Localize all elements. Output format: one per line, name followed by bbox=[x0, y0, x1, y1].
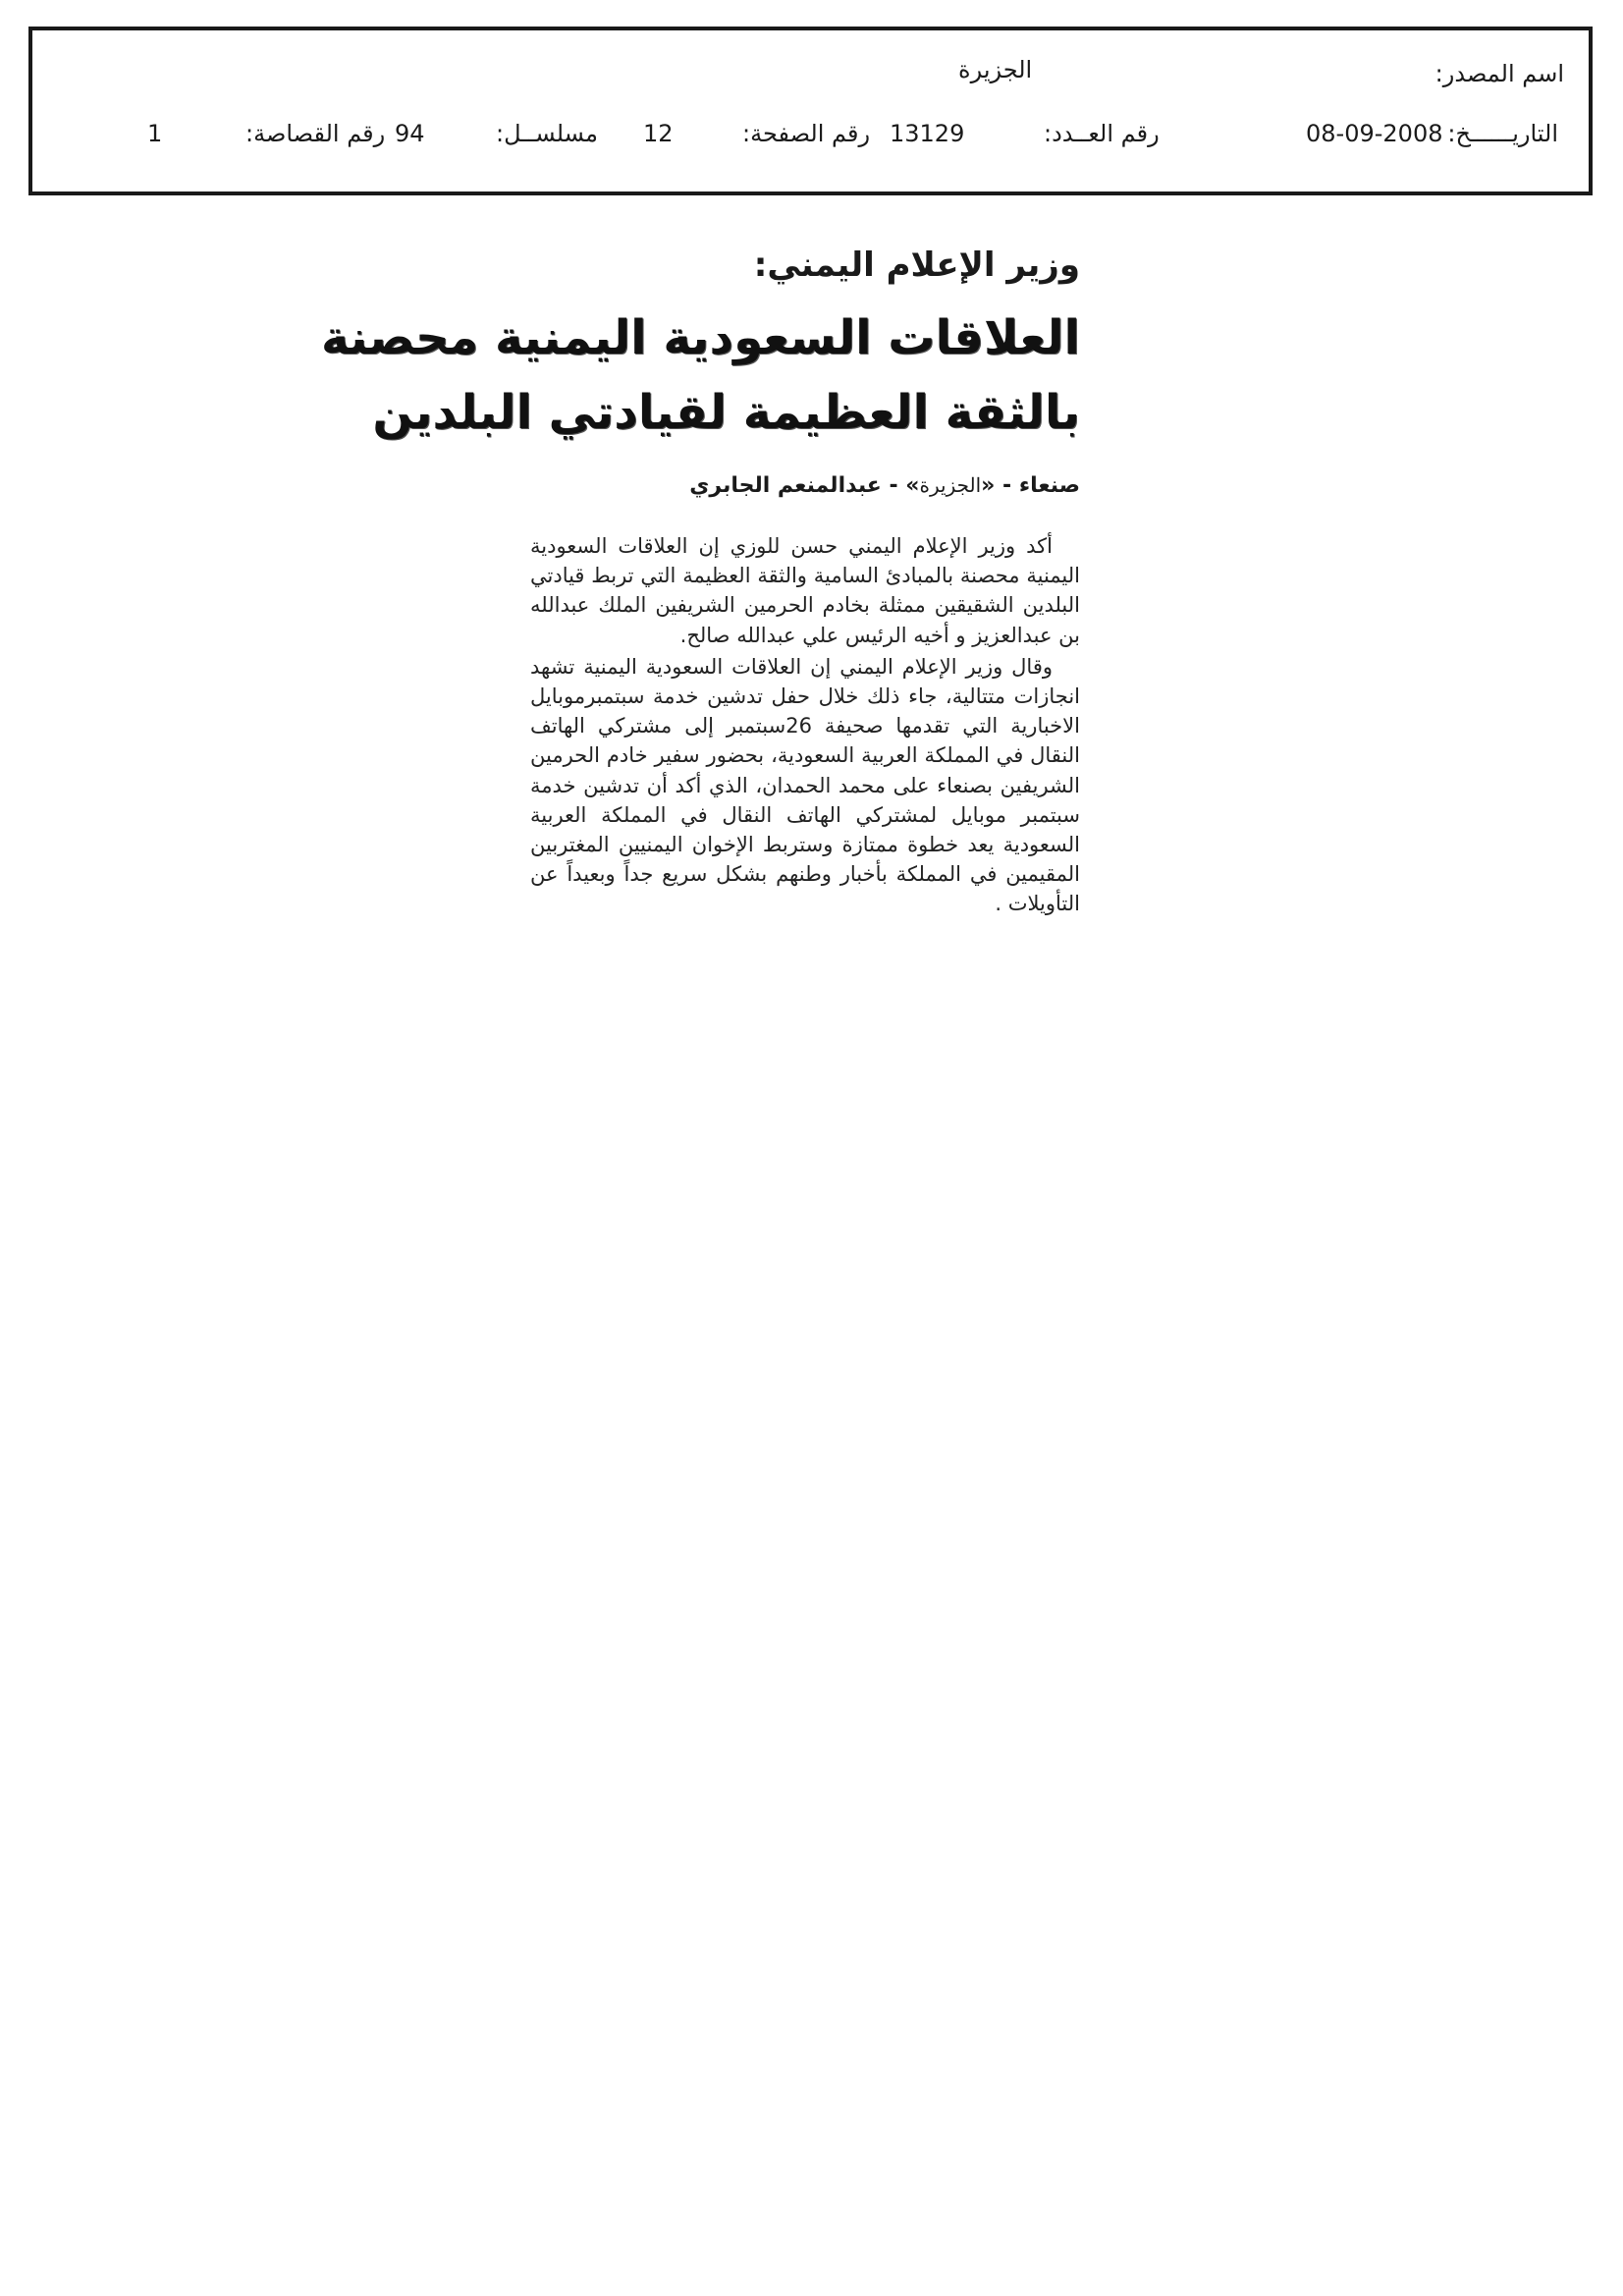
date-label: التاريــــــخ: bbox=[1447, 120, 1558, 147]
clip-value: 1 bbox=[147, 120, 163, 147]
clipping-metadata-box bbox=[28, 27, 1593, 195]
article-kicker: وزير الإعلام اليمني: bbox=[753, 246, 1080, 285]
byline-paper-name: الجزيرة bbox=[919, 473, 982, 497]
headline-line-1: العلاقات السعودية اليمنية محصنة bbox=[321, 310, 1080, 365]
article-byline bbox=[530, 473, 1080, 498]
byline-author: » - عبدالمنعم الجابري bbox=[689, 473, 920, 498]
article-paragraph-1: أكد وزير الإعلام اليمني حسن للوزي إن العلاقات السعودية اليمنية محصنة بالمبادئ السامية والثقة العظيمة التي تربط قيادتي البلدين الشقيقين ممثلة بخادم الحرمين الشريفين الملك عبدالله بن عبدالعزيز و أخيه الرئيس علي عبدالله صالح. bbox=[530, 534, 1080, 647]
article-clipping bbox=[321, 246, 1080, 921]
article-paragraph-2: وقال وزير الإعلام اليمني إن العلاقات السعودية اليمنية تشهد انجازات متتالية، جاء ذلك خلال حفل تدشين خدمة سبتمبرموبايل الاخبارية التي تقدمها صحيفة 26سبتمبر إلى مشتركي الهاتف النقال في المملكة العربية السعودية، بحضور سفير خادم الحرمين الشريفين بصنعاء على محمد الحمدان، الذي أكد أن تدشين خدمة سبتمبر موبايل لمشتركي الهاتف النقال في المملكة العربية السعودية يعد خطوة ممتازة وستربط الإخوان اليمنيين المغتربين المقيمين في المملكة بأخبار وطنهم بشكل سريع جداً وبعيداً عن التأويلات . bbox=[530, 654, 1080, 916]
article-headline bbox=[321, 301, 1080, 450]
date-value: 08-09-2008 bbox=[1306, 120, 1443, 147]
serial-value: 94 bbox=[395, 120, 425, 147]
issue-label: رقم العــدد: bbox=[1044, 120, 1160, 147]
source-value: الجزيرة bbox=[958, 56, 1033, 83]
byline-city: صنعاء - « bbox=[981, 473, 1080, 498]
page-value: 12 bbox=[643, 120, 674, 147]
headline-line-2: بالثقة العظيمة لقيادتي البلدين bbox=[372, 385, 1080, 440]
serial-label: مسلســل: bbox=[496, 120, 598, 147]
clip-label: رقم القصاصة: bbox=[245, 120, 386, 147]
source-label: اسم المصدر: bbox=[1434, 60, 1564, 87]
page-label: رقم الصفحة: bbox=[742, 120, 871, 147]
issue-value: 13129 bbox=[890, 120, 965, 147]
